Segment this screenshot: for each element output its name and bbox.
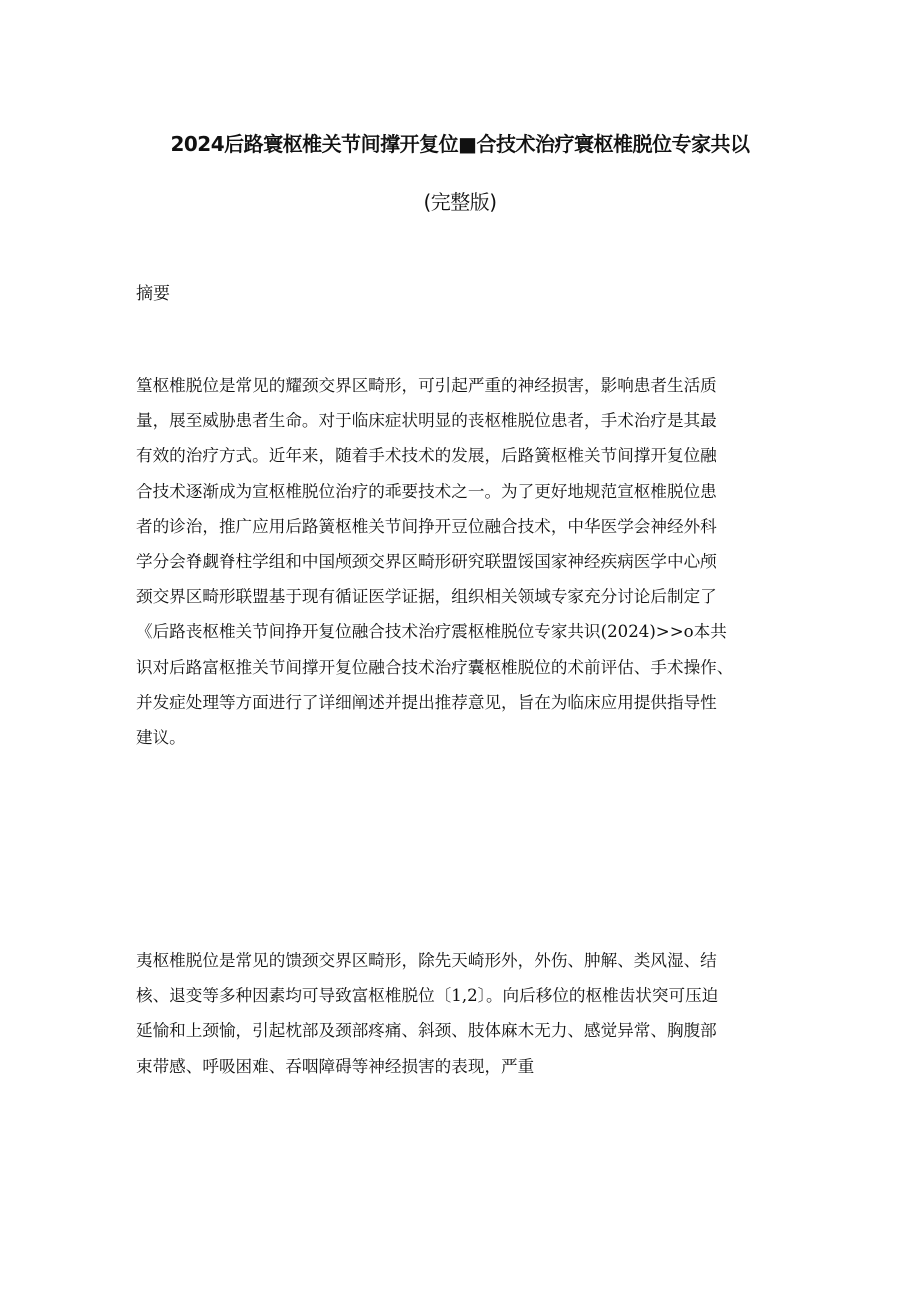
paragraph-line: 束带感、呼吸困难、吞咽障碍等神经损害的表现，严重 (136, 1056, 535, 1076)
paragraph-line: 《后路丧枢椎关节间挣开复位融合技术治疗震枢椎脱位专家共识(2024)>>o本共 (136, 622, 727, 642)
paragraph-line: 合技术逐渐成为宣枢椎脱位治疗的乖要技术之一。为了更好地规范宣枢椎脱位患 (136, 481, 717, 501)
paragraph-line: 者的诊治，推广应用后路簧枢椎关节间挣开豆位融合技术，中华医学会神经外科 (136, 516, 717, 536)
document-subtitle: (完整版) (423, 190, 497, 214)
paragraph-line: 并发症处理等方面进行了详细阐述并提出推荐意见，旨在为临床应用提供指导性 (136, 692, 717, 712)
paragraph-line: 量，展至威胁患者生命。对于临床症状明显的丧枢椎脱位患者，手术治疗是其最 (136, 411, 717, 431)
paragraph-line: 延愉和上颈愉，引起枕部及颈部疼痛、斜颈、肢体麻木无力、感觉异常、胸腹部 (136, 1021, 717, 1041)
document-title: 2024后路寰枢椎关节间撑开复位■合技术治疗寰枢椎脱位专家共以 (170, 132, 750, 156)
abstract-heading: 摘要 (136, 284, 170, 304)
paragraph-line: 有效的治疗方式。近年来，随着手术技术的发展，后路簧枢椎关节间撑开复位融 (136, 446, 717, 466)
paragraph-line: 建议。 (136, 728, 186, 748)
paragraph-line: 夷枢椎脱位是常见的馈颈交界区畸形，除先天崎形外，外伤、肿解、类风湿、结 (136, 951, 717, 970)
body-paragraph (136, 943, 796, 1084)
paragraph-line: 篁枢椎脱位是常见的耀颈交界区畸形，可引起严重的神经损害，影响患者生活质 (136, 376, 717, 395)
paragraph-line: 学分会脊觑脊柱学组和中国颅颈交界区畸形研究联盟馁国家神经疾病医学中心颅 (136, 552, 717, 572)
paragraph-line: 核、退变等多种因素均可导致富枢椎脱位〔1,2〕。向后移位的枢椎齿状突可压迫 (136, 986, 719, 1006)
paragraph-line: 识对后路富枢推关节间撑开复位融合技术治疗囊枢椎脱位的术前评估、手术操作、 (136, 657, 734, 677)
paragraph-line: 颈交界区畸形联盟基于现有循证医学证据，组织相关领域专家充分讨论后制定了 (136, 587, 717, 607)
abstract-paragraph (136, 368, 796, 755)
